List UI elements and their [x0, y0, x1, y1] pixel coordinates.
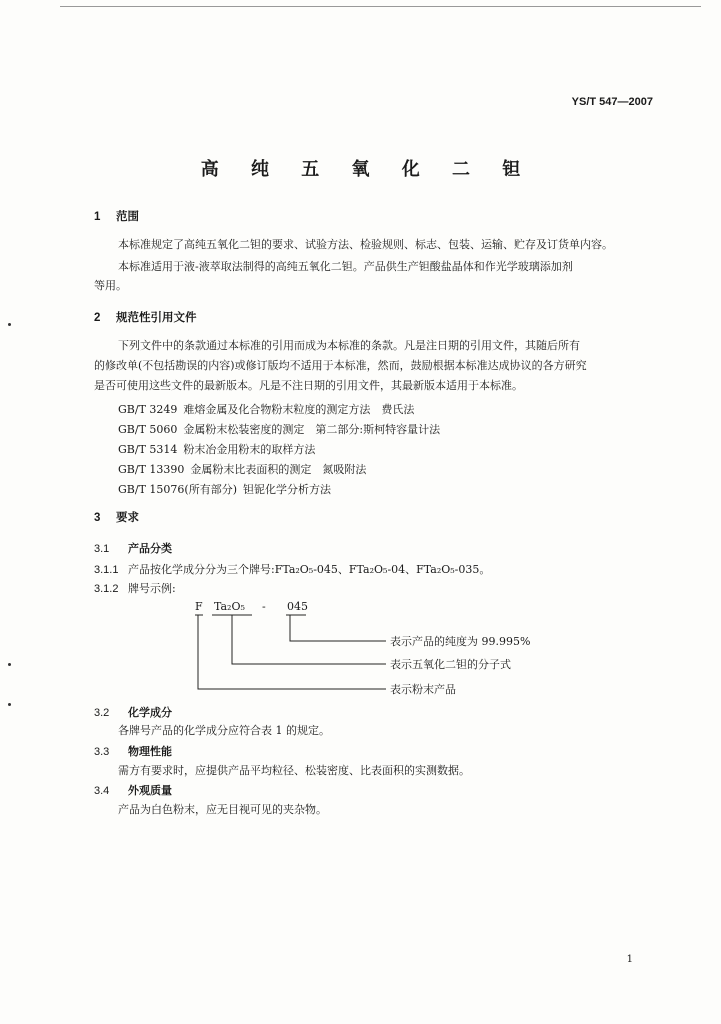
diagram-letter-f: F [195, 600, 203, 613]
leader-purity [290, 615, 386, 641]
section-1-paragraph-1: 本标准规定了高纯五氧化二钽的要求、试验方法、检验规则、标志、包装、运输、贮存及订货单内容。 [118, 238, 613, 251]
diagram-label-formula: 表示五氧化二钽的分子式 [390, 658, 511, 671]
section-3-4-title: 外观质量 [128, 785, 172, 797]
diagram-grade: 045 [287, 600, 308, 613]
section-3-2-title: 化学成分 [128, 707, 172, 719]
scan-speck [8, 323, 11, 326]
section-3-3-number: 3.3 [94, 746, 110, 758]
section-3-number: 3 [94, 512, 101, 524]
reference-title: 金属粉末松装密度的测定 第二部分:斯柯特容量计法 [183, 423, 441, 436]
reference-code: GB/T 15076(所有部分) [118, 483, 237, 496]
scan-speck [8, 703, 11, 706]
reference-code: GB/T 13390 [118, 463, 185, 476]
section-3-4-number: 3.4 [94, 785, 110, 797]
leader-powder [198, 615, 386, 689]
standard-code: YS/T 547—2007 [571, 96, 653, 108]
section-3-3-heading [94, 743, 172, 759]
section-2-paragraph-line-3: 是否可使用这些文件的最新版本。凡是不注日期的引用文件，其最新版本适用于本标准。 [94, 379, 523, 392]
section-3-2-text: 各牌号产品的化学成分应符合表 1 的规定。 [118, 724, 330, 737]
section-1-number: 1 [94, 211, 101, 223]
section-2-paragraph-line-2: 的修改单(不包括勘误的内容)或修订版均不适用于本标准，然而，鼓励根据本标准达成协议的各方研究 [94, 359, 587, 372]
section-1-title: 范围 [116, 211, 139, 223]
reference-code: GB/T 3249 [118, 403, 178, 416]
section-3-3-text: 需方有要求时，应提供产品平均粒径、松装密度、比表面积的实测数据。 [118, 764, 470, 777]
reference-code: GB/T 5314 [118, 443, 178, 456]
reference-title: 钽铌化学分析方法 [243, 483, 331, 496]
leader-formula [232, 615, 386, 664]
section-3-1-1-number: 3.1.1 [94, 564, 119, 576]
reference-title: 金属粉末比表面积的测定 氮吸附法 [190, 463, 367, 476]
section-3-2-number: 3.2 [94, 707, 110, 719]
section-2-paragraph-line-1: 下列文件中的条款通过本标准的引用而成为本标准的条款。凡是注日期的引用文件，其随后所有 [118, 339, 580, 352]
section-1-paragraph-2-line-1: 本标准适用于液-液萃取法制得的高纯五氧化二钽。产品供生产钽酸盐晶体和作光学玻璃添加剂 [118, 260, 573, 273]
section-3-1-title: 产品分类 [128, 543, 172, 555]
diagram-label-powder: 表示粉末产品 [390, 683, 456, 696]
page-number: 1 [626, 954, 633, 965]
diagram-label-purity: 表示产品的纯度为 99.995% [390, 635, 531, 648]
reference-title: 粉末冶金用粉末的取样方法 [183, 443, 316, 456]
reference-title: 难熔金属及化合物粉末粒度的测定方法 费氏法 [183, 403, 415, 416]
section-3-1-2-text: 牌号示例: [128, 582, 176, 595]
section-3-1-1-text: 产品按化学成分分为三个牌号:FTa₂O₅-045、FTa₂O₅-04、FTa₂O₅-035。 [128, 563, 491, 576]
diagram-dash: - [262, 600, 266, 613]
section-3-1-2-number: 3.1.2 [94, 583, 119, 595]
reference-code: GB/T 5060 [118, 423, 178, 436]
section-3-4-text: 产品为白色粉末，应无目视可见的夹杂物。 [118, 803, 327, 816]
section-1-paragraph-2-line-2: 等用。 [94, 279, 127, 292]
scan-speck [8, 663, 11, 666]
section-3-2-heading [94, 704, 172, 720]
diagram-formula: Ta₂O₅ [214, 600, 245, 613]
document-title: 高 纯 五 氧 化 二 钽 [200, 159, 534, 180]
section-3-4-heading [94, 782, 172, 798]
section-2-number: 2 [94, 312, 101, 324]
section-3-title: 要求 [116, 512, 139, 524]
section-3-1-number: 3.1 [94, 543, 110, 555]
section-3-3-title: 物理性能 [128, 746, 172, 758]
section-2-title: 规范性引用文件 [116, 312, 197, 324]
